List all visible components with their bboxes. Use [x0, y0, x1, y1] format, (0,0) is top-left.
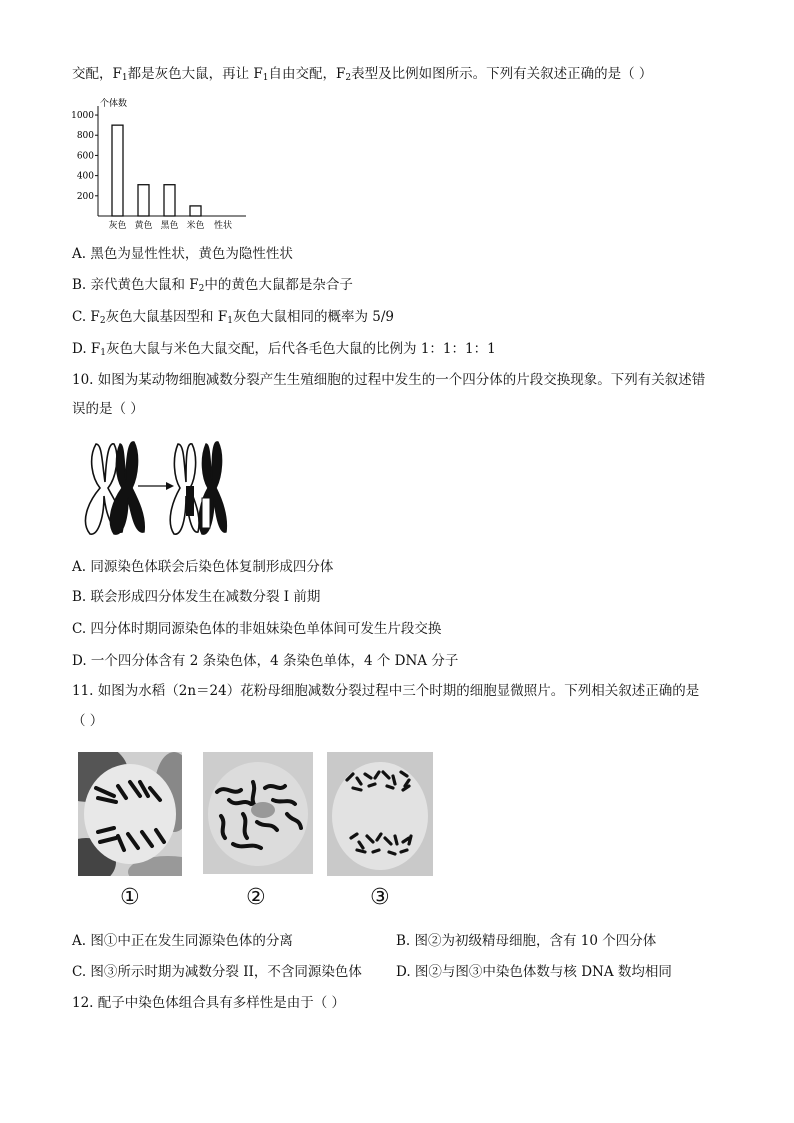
- q11-option-a: A. 图①中正在发生同源染色体的分离: [72, 933, 293, 949]
- x-tick-label: 灰色: [108, 221, 127, 231]
- y-tick-label: 600: [76, 151, 94, 162]
- q10-option-c: C. 四分体时期同源染色体的非姐妹染色单体间可发生片段交换: [72, 621, 442, 637]
- micrograph-1: [78, 752, 182, 876]
- y-tick-label: 800: [76, 131, 94, 142]
- q10-option-b: B. 联会形成四分体发生在减数分裂 I 前期: [72, 589, 321, 605]
- crossover-diagram: [74, 438, 229, 538]
- micrograph-3: [327, 752, 433, 876]
- bar-1: [138, 185, 149, 216]
- q11-option-c: C. 图③所示时期为减数分裂 II，不含同源染色体: [72, 964, 362, 980]
- y-axis-label: 个体数: [100, 99, 128, 109]
- q11-stem-line1: 11. 如图为水稻（2n＝24）花粉母细胞减数分裂过程中三个时期的细胞显微照片。下列相关叙述正确的是: [72, 683, 700, 699]
- q10-option-a: A. 同源染色体联会后染色体复制形成四分体: [72, 559, 334, 575]
- micrograph-2: [203, 752, 313, 874]
- x-tick-label: 黑色: [160, 221, 179, 231]
- bar-2: [164, 185, 175, 216]
- phenotype-bar-chart: [70, 96, 260, 234]
- q9-option-d: D. $F_1$灰色大鼠与米色大鼠交配，后代各毛色大鼠的比例为 1：1：1：1: [72, 341, 496, 358]
- q10-stem-line2: 误的是（ ）: [72, 401, 144, 417]
- x-tick-label: 黄色: [134, 221, 153, 231]
- y-tick-label: 200: [76, 191, 94, 202]
- figure-label-3: ③: [370, 885, 390, 910]
- q10-stem-line1: 10. 如图为某动物细胞减数分裂产生生殖细胞的过程中发生的一个四分体的片段交换现象。下列有关叙述错: [72, 372, 706, 388]
- figure-label-2: ②: [246, 885, 266, 910]
- q10-option-d: D. 一个四分体含有 2 条染色体，4 条染色单体，4 个 DNA 分子: [72, 653, 459, 669]
- q11-stem-line2: （ ）: [72, 713, 104, 729]
- x-tick-label: 米色: [186, 221, 205, 231]
- figure-label-1: ①: [120, 885, 140, 910]
- q9-stem: 交配，$F_1$都是灰色大鼠，再让 $F_1$自由交配，$F_2$表型及比例如图所示。下列有关叙述正确的是（ ）: [72, 66, 653, 83]
- q11-option-b: B. 图②为初级精母细胞，含有 10 个四分体: [396, 933, 657, 949]
- q11-option-d: D. 图②与图③中染色体数与核 DNA 数均相同: [396, 964, 672, 980]
- q9-option-a: A. 黑色为显性性状，黄色为隐性性状: [72, 246, 293, 262]
- bar-0: [112, 125, 123, 216]
- y-tick-label: 1000: [71, 111, 94, 122]
- q9-option-c: C. $F_2$灰色大鼠基因型和 $F_1$灰色大鼠相同的概率为 5/9: [72, 309, 394, 326]
- arrow-head: [166, 482, 174, 490]
- tetrad-before: [85, 442, 144, 534]
- bar-3: [190, 206, 201, 216]
- x-axis-label: 性状: [214, 221, 233, 231]
- q9-option-b: B. 亲代黄色大鼠和 $F_2$中的黄色大鼠都是杂合子: [72, 277, 353, 294]
- tetrad-after: [170, 442, 226, 534]
- q12-stem: 12. 配子中染色体组合具有多样性是由于（ ）: [72, 995, 346, 1011]
- y-tick-label: 400: [76, 171, 94, 182]
